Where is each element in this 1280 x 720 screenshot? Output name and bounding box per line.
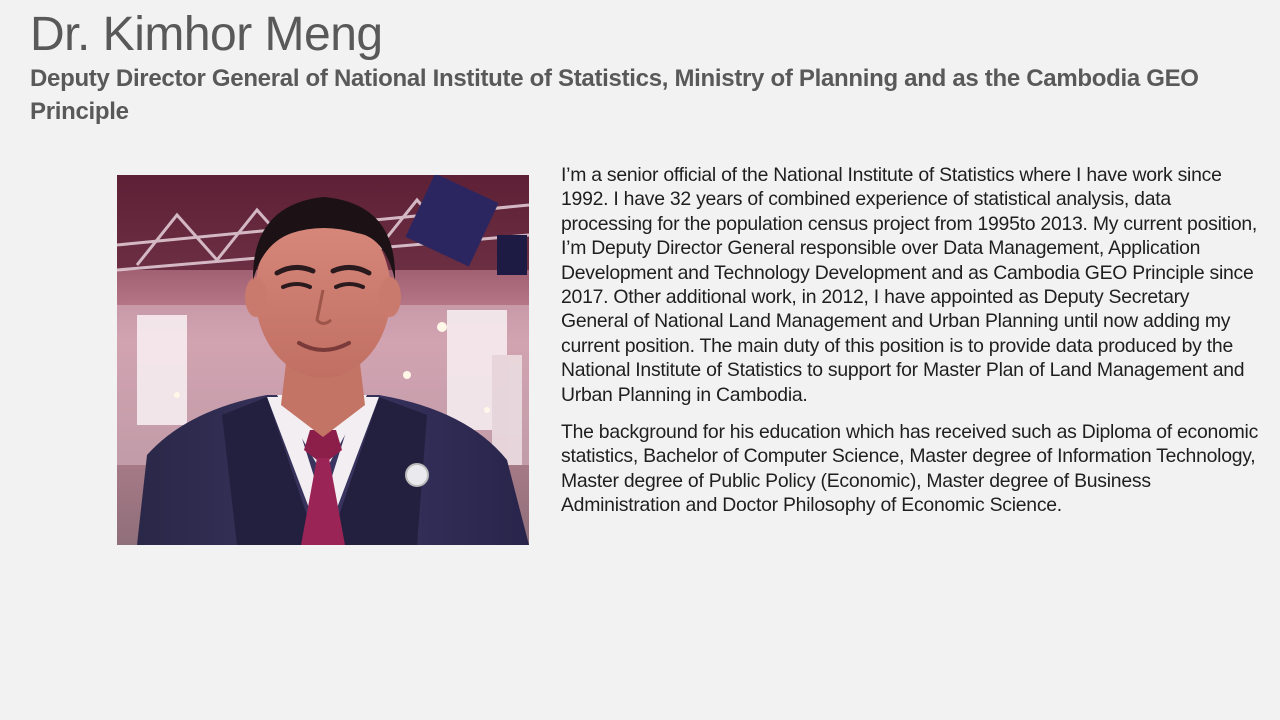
bio-paragraph-education: The background for his education which has received such as Diploma of economic statistics, Bachelor of Computer Science, Master degree of Information Technology, Master degree of Public Policy (Economic), Master degree of Business Administration and Doctor Philosophy of Economic Science. [561, 421, 1259, 517]
portrait-photo [117, 175, 529, 545]
page-title: Dr. Kimhor Meng [30, 8, 383, 61]
bio-paragraph-career: I’m a senior official of the National Institute of Statistics where I have work since 1992. I have 32 years of combined experience of statistical analysis, data processing for the population census project from 1995to 2013. My current position, I’m Deputy Director General responsible over Data Management, Application Development and Technology Development and as Cambodia GEO Principle since 2017. Other additional work, in 2012, I have appointed as Deputy Secretary General of National Land Management and Urban Planning until now adding my current position. The main duty of this position is to provide data produced by the National Institute of Statistics to support for Master Plan of Land Management and Urban Planning in Cambodia. [561, 164, 1258, 406]
biography [561, 163, 1261, 531]
portrait-illustration [117, 175, 529, 545]
page-subtitle: Deputy Director General of National Institute of Statistics, Ministry of Planning and as the Cambodia GEO Principle [30, 65, 1199, 125]
